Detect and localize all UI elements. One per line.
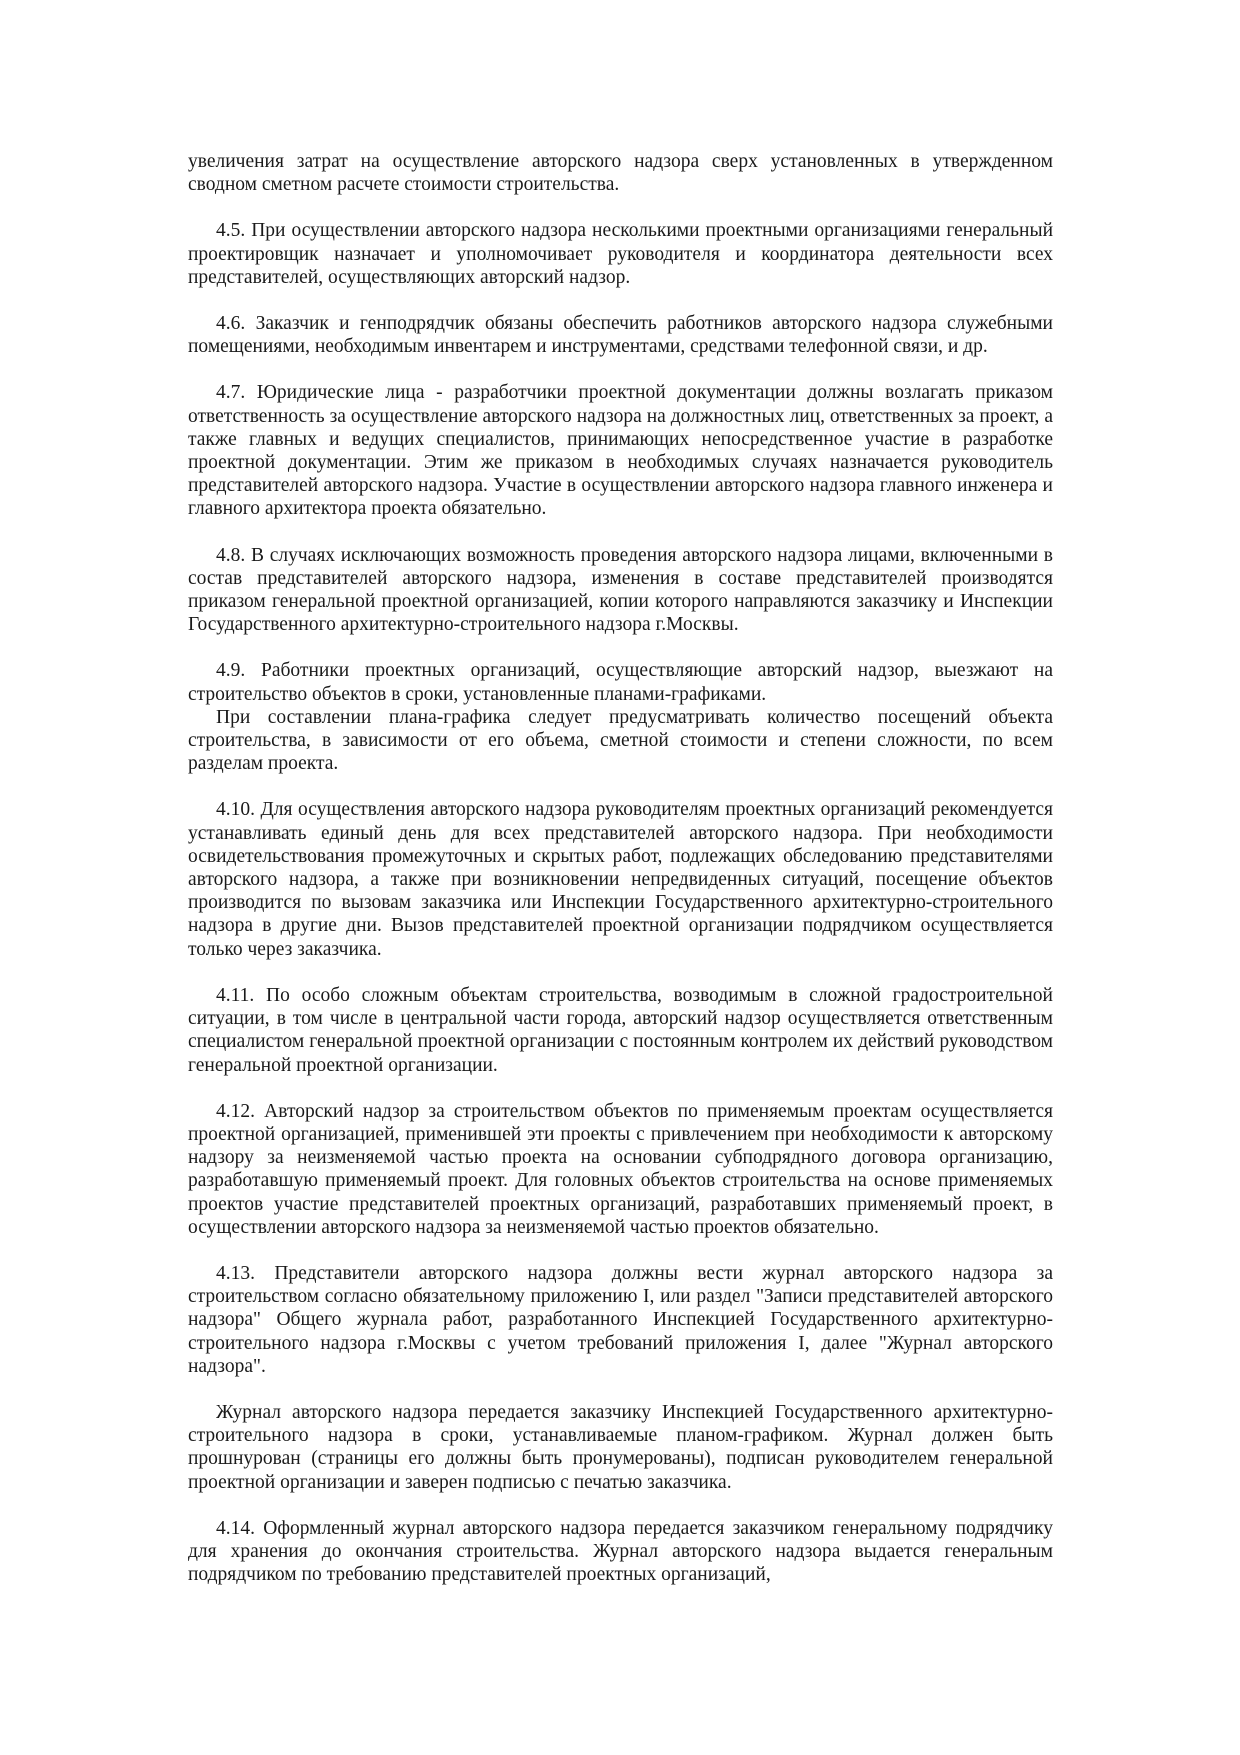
paragraph-4-5: 4.5. При осуществлении авторского надзора несколькими проектными организациями генеральный проектировщик назначает и уполномочивает руководителя и координатора деятельности всех представителей, осуществляющих авторский надзор.	[188, 220, 1053, 288]
paragraph-4-9: 4.9. Работники проектных организаций, осуществляющие авторский надзор, выезжают на строительство объектов в сроки, установленные планами-графиками.	[188, 660, 1053, 705]
paragraph-4-8: 4.8. В случаях исключающих возможность проведения авторского надзора лицами, включенными в состав представителей авторского надзора, изменения в составе представителей производятся приказом генеральной проектной организацией, копии которого направляются заказчику и Инспекции Государственного архитектурно-строительного надзора г.Москвы.	[188, 544, 1053, 636]
paragraph-4-7: 4.7. Юридические лица - разработчики проектной документации должны возлагать приказом ответственность за осуществление авторского надзора на должностных лиц, ответственных за проект, а также главных и ведущих специалистов, принимающих непосредственное участие в разработке проектной документации. Этим же приказом в необходимых случаях назначается руководитель представителей авторского надзора. Участие в осуществлении авторского надзора главного инженера и главного архитектора проекта обязательно.	[188, 382, 1053, 520]
paragraph-continuation: увеличения затрат на осуществление авторского надзора сверх установленных в утвержденном сводном сметном расчете стоимости строительства.	[188, 151, 1053, 196]
paragraph-4-13: 4.13. Представители авторского надзора должны вести журнал авторского надзора за строительством согласно обязательному приложению I, или раздел "Записи представителей авторского надзора" Общего журнала работ, разработанного Инспекцией Государственного архитектурно-строительного надзора г.Москвы с учетом требований приложения I, далее "Журнал авторского надзора".	[188, 1262, 1053, 1377]
paragraph-4-11: 4.11. По особо сложным объектам строительства, возводимым в сложной градостроительной ситуации, в том числе в центральной части города, авторский надзор осуществляется ответственным специалистом генеральной проектной организации с постоянным контролем их действий руководством генеральной проектной организации.	[188, 984, 1053, 1076]
paragraph-4-14: 4.14. Оформленный журнал авторского надзора передается заказчиком генеральному подрядчику для хранения до окончания строительства. Журнал авторского надзора выдается генеральным подрядчиком по требованию представителей проектных организаций,	[188, 1517, 1053, 1586]
paragraph-4-6: 4.6. Заказчик и генподрядчик обязаны обеспечить работников авторского надзора служебными помещениями, необходимым инвентарем и инструментами, средствами телефонной связи, и др.	[188, 313, 1053, 358]
document-page	[188, 150, 1053, 1586]
paragraph-4-9-plan: При составлении плана-графика следует предусматривать количество посещений объекта строительства, в зависимости от его объема, сметной стоимости и степени сложности, по всем разделам проекта.	[188, 706, 1053, 775]
paragraph-4-12: 4.12. Авторский надзор за строительством объектов по применяемым проектам осуществляется проектной организацией, применившей эти проекты с привлечением при необходимости к авторскому надзору за неизменяемой частью проекта на основании субподрядного договора организацию, разработавшую применяемый проект. Для головных объектов строительства на основе применяемых проектов участие представителей проектных организаций, разработавших применяемый проект, в осуществлении авторского надзора за неизменяемой частью проектов обязательно.	[188, 1100, 1053, 1238]
paragraph-journal: Журнал авторского надзора передается заказчику Инспекцией Государственного архитектурно-строительного надзора в сроки, устанавливаемые планом-графиком. Журнал должен быть прошнурован (страницы его должны быть пронумерованы), подписан руководителем генеральной проектной организации и заверен подписью с печатью заказчика.	[188, 1401, 1053, 1493]
paragraph-4-10: 4.10. Для осуществления авторского надзора руководителям проектных организаций рекомендуется устанавливать единый день для всех представителей авторского надзора. При необходимости освидетельствования промежуточных и скрытых работ, подлежащих обследованию представителями авторского надзора, а также при возникновении непредвиденных ситуаций, посещение объектов производится по вызовам заказчика или Инспекции Государственного архитектурно-строительного надзора в другие дни. Вызов представителей проектной организации подрядчиком осуществляется только через заказчика.	[188, 799, 1053, 960]
